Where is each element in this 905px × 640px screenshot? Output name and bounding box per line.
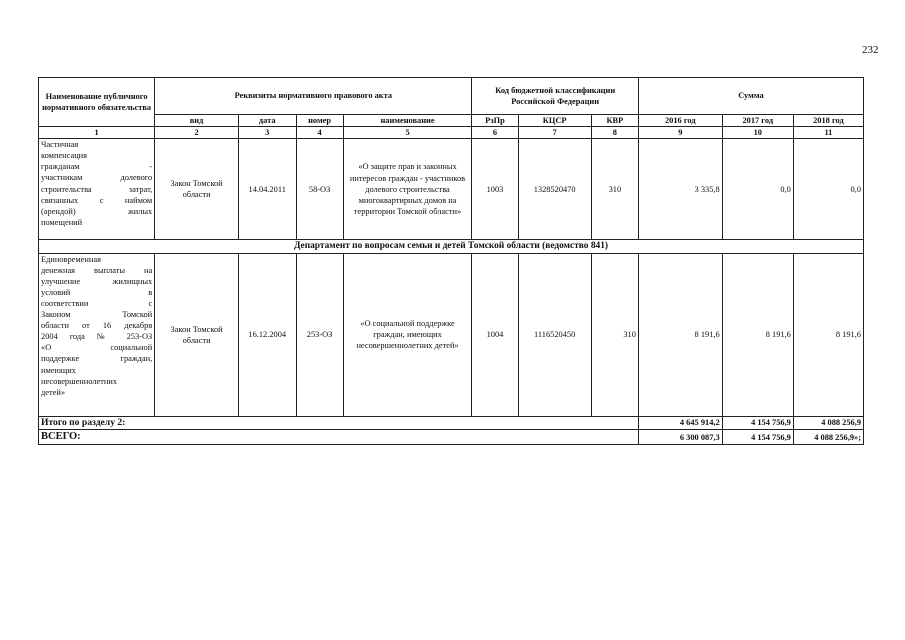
- col-number: 9: [638, 127, 722, 139]
- section-total-label: Итого по разделу 2:: [39, 416, 639, 430]
- col-number: 6: [472, 127, 518, 139]
- header-name: Наименование публичного нормативного обязательства: [39, 78, 155, 127]
- name-line: Частичная: [41, 140, 79, 150]
- name-line: несовершеннолетних: [41, 376, 118, 386]
- header-sum: Сумма: [638, 78, 863, 115]
- act-type: Закон Томской области: [155, 139, 239, 240]
- col-number: 10: [722, 127, 793, 139]
- obligations-table: [38, 77, 864, 445]
- header-requisites: Реквизиты нормативного правового акта: [155, 78, 472, 115]
- name-line: строительства затрат,: [41, 184, 153, 194]
- header-row-sub: [39, 115, 864, 127]
- act-title: «О защите прав и законных интересов граждан - участников долевого строительства многоквартирных домов на территории Томской области»: [343, 139, 472, 240]
- name-line: области от 16 декабря: [41, 321, 153, 331]
- rzpr-code: 1003: [472, 139, 518, 240]
- name-line: Единовременная: [41, 254, 101, 264]
- grand-total-row: [39, 430, 864, 445]
- act-title: «О социальной поддержке граждан, имеющих несовершеннолетних детей»: [343, 253, 472, 416]
- table-row: [39, 139, 864, 240]
- name-line: (арендой) жилых: [41, 206, 153, 216]
- name-line: гражданам -: [41, 162, 153, 172]
- grand-total-2016: 6 300 087,3: [638, 430, 722, 445]
- kvr-code: 310: [591, 253, 638, 416]
- col-number: 7: [518, 127, 591, 139]
- col-number: 4: [296, 127, 343, 139]
- header-row-main: [39, 78, 864, 115]
- kcsr-code: 1328520470: [518, 139, 591, 240]
- name-line: улучшение жилищных: [41, 276, 153, 286]
- section-total-row: [39, 416, 864, 430]
- header-number: номер: [296, 115, 343, 127]
- sum-2016: 8 191,6: [638, 253, 722, 416]
- act-number: 58-ОЗ: [296, 139, 343, 240]
- act-date: 16.12.2004: [238, 253, 296, 416]
- header-2018: 2018 год: [793, 115, 863, 127]
- sum-2017: 8 191,6: [722, 253, 793, 416]
- name-line: 2004 года № 253-ОЗ: [41, 332, 153, 342]
- header-2016: 2016 год: [638, 115, 722, 127]
- grand-total-2018: 4 088 256,9»;: [793, 430, 863, 445]
- name-line: поддержке граждан,: [41, 354, 153, 364]
- header-title: наименование: [343, 115, 472, 127]
- name-line: денежная выплаты на: [41, 265, 153, 275]
- sum-2018: 8 191,6: [793, 253, 863, 416]
- section-total-2017: 4 154 756,9: [722, 416, 793, 430]
- name-line: связанных с наймом: [41, 195, 153, 205]
- column-numbers-row: [39, 127, 864, 139]
- section-total-2018: 4 088 256,9: [793, 416, 863, 430]
- header-2017: 2017 год: [722, 115, 793, 127]
- act-number: 253-ОЗ: [296, 253, 343, 416]
- col-number: 5: [343, 127, 472, 139]
- header-kcsr: КЦСР: [518, 115, 591, 127]
- act-date: 14.04.2011: [238, 139, 296, 240]
- page-number: 232: [862, 44, 879, 56]
- name-line: имеющих: [41, 365, 76, 375]
- col-number: 3: [238, 127, 296, 139]
- header-budget-code: Код бюджетной классификации Российской Федерации: [472, 78, 638, 115]
- col-number: 1: [39, 127, 155, 139]
- header-kvr: КВР: [591, 115, 638, 127]
- header-date: дата: [238, 115, 296, 127]
- kvr-code: 310: [591, 139, 638, 240]
- grand-total-2017: 4 154 756,9: [722, 430, 793, 445]
- obligation-name: [39, 253, 155, 416]
- table-row: [39, 253, 864, 416]
- name-line: соответствии с: [41, 298, 153, 308]
- name-line: Законом Томской: [41, 310, 153, 320]
- col-number: 11: [793, 127, 863, 139]
- department-row: [39, 240, 864, 253]
- name-line: компенсация: [41, 151, 88, 161]
- header-vid: вид: [155, 115, 239, 127]
- name-line: помещений: [41, 217, 83, 227]
- grand-total-label: ВСЕГО:: [39, 430, 639, 445]
- rzpr-code: 1004: [472, 253, 518, 416]
- header-rzpr: РзПр: [472, 115, 518, 127]
- name-line: участникам долевого: [41, 173, 153, 183]
- sum-2018: 0,0: [793, 139, 863, 240]
- section-total-2016: 4 645 914,2: [638, 416, 722, 430]
- name-line: детей»: [41, 387, 66, 397]
- obligation-name: [39, 139, 155, 240]
- department-title: Департамент по вопросам семьи и детей Томской области (ведомство 841): [39, 240, 864, 253]
- act-type: Закон Томской области: [155, 253, 239, 416]
- name-line: «О социальной: [41, 343, 153, 353]
- sum-2017: 0,0: [722, 139, 793, 240]
- col-number: 8: [591, 127, 638, 139]
- sum-2016: 3 335,8: [638, 139, 722, 240]
- col-number: 2: [155, 127, 239, 139]
- kcsr-code: 1116520450: [518, 253, 591, 416]
- name-line: условий в: [41, 287, 153, 297]
